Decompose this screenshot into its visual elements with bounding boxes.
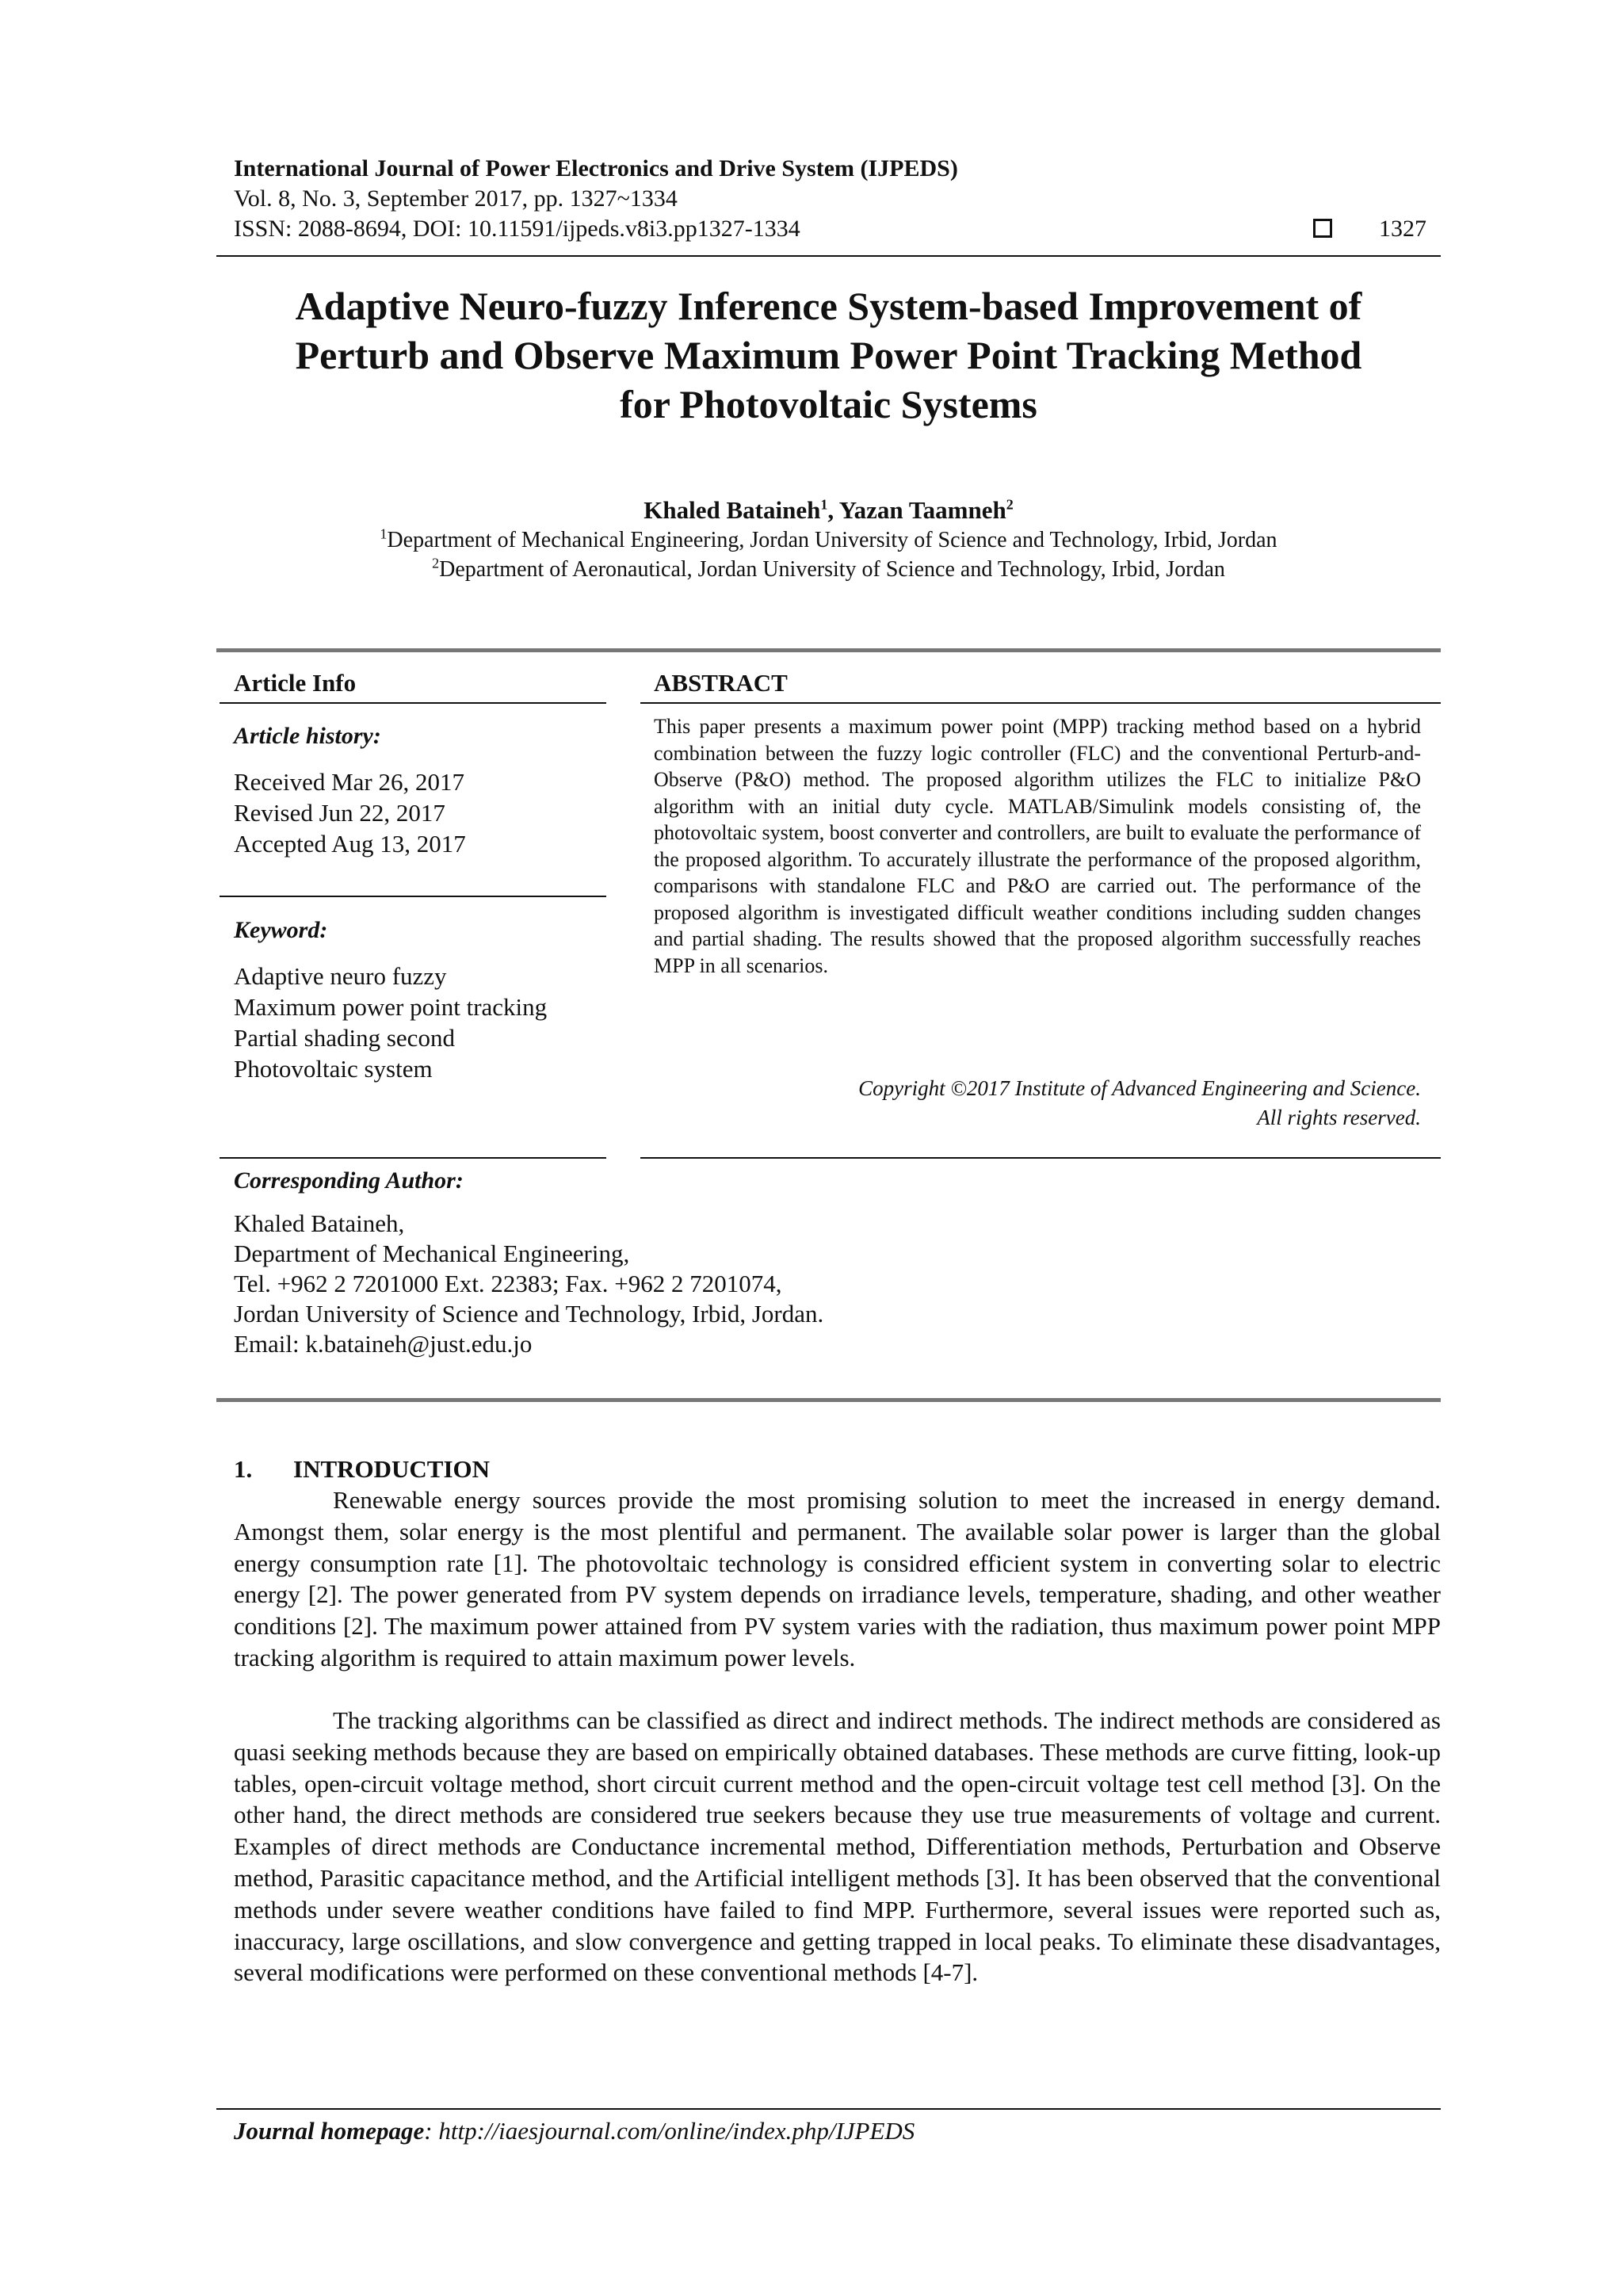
keyword-item: Maximum power point tracking: [234, 993, 548, 1021]
title-line: Adaptive Neuro-fuzzy Inference System-based Improvement of: [295, 284, 1362, 328]
abstract-bottom-rule: [640, 1157, 1441, 1159]
title-line: for Photovoltaic Systems: [620, 382, 1037, 426]
keyword-label: Keyword:: [234, 917, 328, 943]
author-affiliation-mark: 2: [1006, 496, 1014, 513]
author-name: Khaled Bataineh: [643, 496, 821, 524]
corresponding-line: Jordan University of Science and Technology, Irbid, Jordan.: [234, 1300, 824, 1328]
info-box-top-rule: [216, 648, 1441, 652]
journal-name: International Journal of Power Electronics and Drive System (IJPEDS): [234, 155, 958, 181]
article-info-bottom-rule: [220, 1157, 606, 1159]
paper-title: [216, 281, 1441, 429]
affiliation: [216, 556, 1441, 583]
copyright-line: Copyright ©2017 Institute of Advanced Engineering and Science.: [858, 1076, 1421, 1100]
affiliation-text: Department of Aeronautical, Jordan University of Science and Technology, Irbid, Jordan: [439, 557, 1225, 582]
abstract-body: This paper presents a maximum power point (MPP) tracking method based on a hybrid combination between the fuzzy logic controller (FLC) and the conventional Perturb-and-Observe (P&O) method. The proposed algorithm utilizes the FLC to initialize P&O algorithm with an initial duty cycle. MATLAB/Simulink models consisting of, the photovoltaic system, boost converter and controllers, are built to evaluate the performance of the proposed algorithm. To accurately illustrate the performance of the proposed algorithm, comparisons with standalone FLC and P&O are carried out. The performance of the proposed algorithm is investigated difficult weather conditions including sudden changes and partial shading. The results showed that the proposed algorithm successfully reaches MPP in all scenarios.: [654, 715, 1421, 977]
history-item: Accepted Aug 13, 2017: [234, 830, 466, 858]
author-list: [216, 495, 1441, 525]
keyword-item: Adaptive neuro fuzzy: [234, 962, 447, 990]
section-title: INTRODUCTION: [293, 1455, 491, 1483]
homepage-link[interactable]: http://iaesjournal.com/online/index.php/IJPEDS: [438, 2117, 915, 2145]
article-history-label: Article history:: [234, 723, 381, 749]
author-affiliation-mark: 1: [820, 496, 828, 513]
history-item: Revised Jun 22, 2017: [234, 799, 445, 827]
affiliation-mark: 2: [432, 555, 440, 571]
corresponding-line: Tel. +962 2 7201000 Ext. 22383; Fax. +962 2 7201074,: [234, 1270, 782, 1297]
volume-info: Vol. 8, No. 3, September 2017, pp. 1327~1334: [234, 185, 678, 212]
issn-doi: ISSN: 2088-8694, DOI: 10.11591/ijpeds.v8i3.pp1327-1334: [234, 216, 800, 242]
title-line: Perturb and Observe Maximum Power Point Tracking Method: [295, 333, 1362, 377]
author-separator: ,: [827, 496, 839, 524]
section-number: 1.: [234, 1455, 253, 1483]
body-paragraph: The tracking algorithms can be classified as direct and indirect methods. The indirect methods are considered as quasi seeking methods because they are based on empirically obtained databases. These methods are curve fitting, look-up tables, open-circuit voltage method, short circuit current method and the open-circuit voltage test cell method [3]. On the other hand, the direct methods are considered true seekers because they use true measurements of voltage and current. Examples of direct methods are Conductance incremental method, Differentiation methods, Perturbation and Observe method, Parasitic capacitance method, and the Artificial intelligent methods [3]. It has been observed that the conventional methods under severe weather conditions have failed to find MPP. Furthermore, several issues were reported such as, inaccuracy, large oscillations, and slow convergence and getting trapped in local peaks. To eliminate these disadvantages, several modifications were performed on these conventional methods [4-7].: [234, 1706, 1441, 1987]
page-number: 1327: [1379, 216, 1426, 242]
abstract-heading: ABSTRACT: [654, 669, 788, 697]
homepage-label: Journal homepage: [234, 2117, 425, 2145]
copyright-notice: [654, 1074, 1421, 1133]
affiliation: [216, 527, 1441, 554]
footer-rule: [216, 2108, 1441, 2110]
history-item: Received Mar 26, 2017: [234, 768, 464, 796]
author-name: Yazan Taamneh: [838, 496, 1006, 524]
corresponding-author-details: [234, 1209, 823, 1359]
keyword-rule: [220, 896, 606, 897]
section-heading: [234, 1454, 490, 1484]
header-rule: [216, 255, 1441, 257]
square-box-icon: [1313, 219, 1332, 238]
corresponding-line: Khaled Bataineh,: [234, 1209, 405, 1237]
info-box-bottom-rule: [216, 1398, 1441, 1402]
body-paragraph: Renewable energy sources provide the most promising solution to meet the increased in energy demand. Amongst them, solar energy is the most plentiful and permanent. The available solar power is larger than the global energy consumption rate [1]. The photovoltaic technology is considred efficient system in converting solar to electric energy [2]. The power generated from PV system depends on irradiance levels, temperature, shading, and other weather conditions [2]. The maximum power attained from PV system varies with the radiation, thus maximum power point MPP tracking algorithm is required to attain maximum power levels.: [234, 1486, 1441, 1671]
copyright-line: All rights reserved.: [1257, 1106, 1421, 1129]
keyword-item: Partial shading second: [234, 1024, 455, 1052]
homepage-separator: :: [424, 2117, 439, 2145]
keyword-list: [234, 961, 547, 1084]
article-info-rule: [220, 702, 606, 704]
article-history: [234, 766, 466, 859]
corresponding-email[interactable]: Email: k.bataineh@just.edu.jo: [234, 1330, 533, 1358]
journal-homepage: [234, 2116, 915, 2146]
keyword-item: Photovoltaic system: [234, 1055, 433, 1083]
article-info-heading: Article Info: [234, 669, 357, 697]
corresponding-line: Department of Mechanical Engineering,: [234, 1240, 630, 1267]
abstract-rule: [640, 702, 1441, 704]
corresponding-author-label: Corresponding Author:: [234, 1167, 464, 1194]
affiliation-text: Department of Mechanical Engineering, Jordan University of Science and Technology, Irbid, Jordan: [387, 528, 1277, 552]
affiliation-mark: 1: [380, 525, 388, 542]
